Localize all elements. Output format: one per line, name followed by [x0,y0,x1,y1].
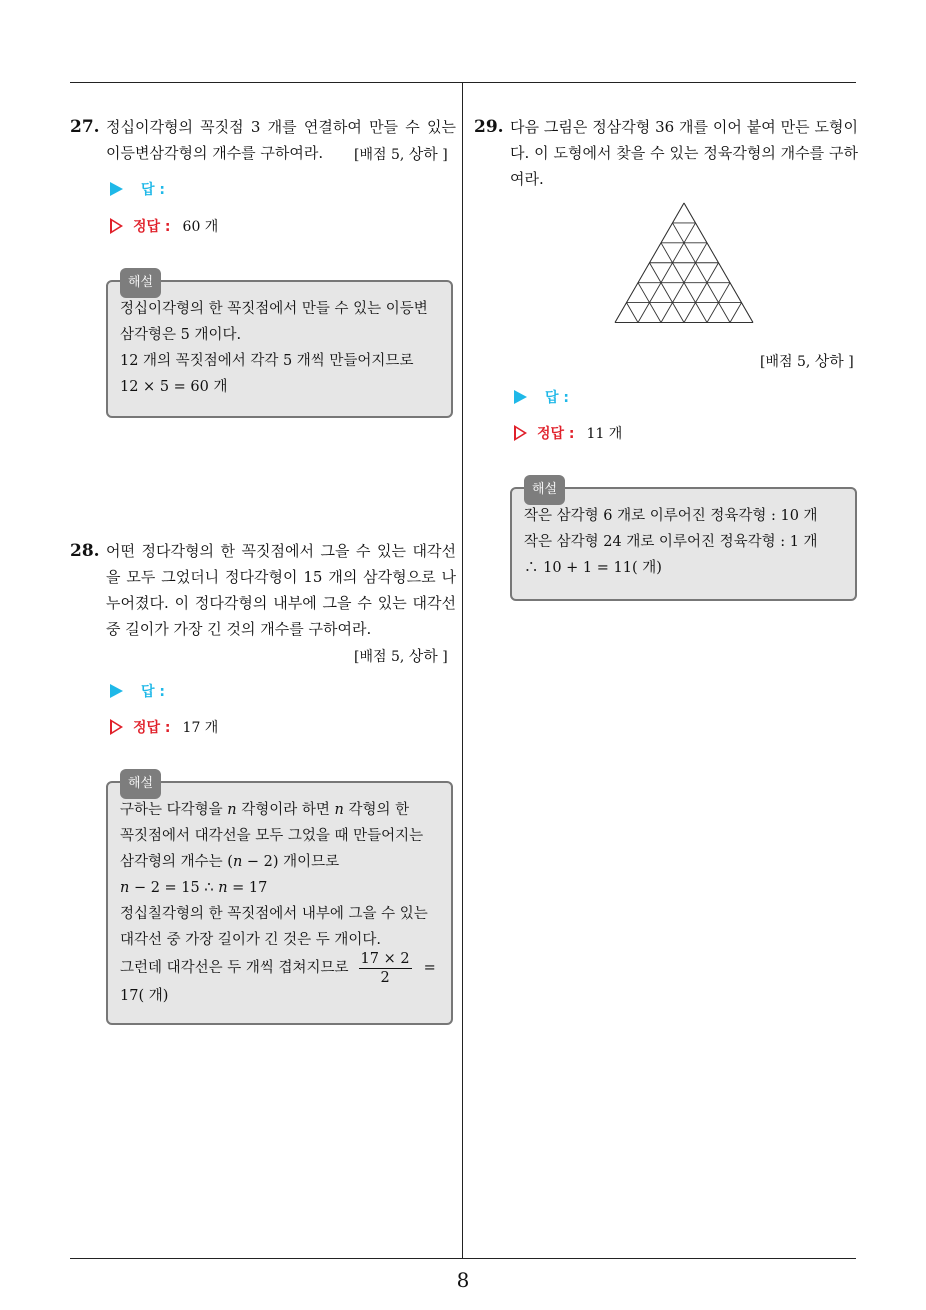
answer-arrow-icon [110,182,123,196]
grid-line-right [650,263,685,323]
points-27: [배점 5, 상하 ] [354,145,448,163]
problem-number: 29. [474,117,504,137]
points-29: [배점 5, 상하 ] [760,352,854,370]
answer-label: 답 : [545,390,569,406]
top-rule [70,82,856,83]
answer-arrow-icon [514,390,527,404]
grid-line-left [730,303,742,323]
answer-label: 답 : [141,182,165,198]
solution-arrow-icon [514,425,527,441]
answer-line-28 [110,681,165,701]
explanation-tag: 해설 [120,769,161,799]
answer-line-29 [514,387,569,407]
solution-line-27 [110,216,218,236]
explanation-box-29: 해설 작은 삼각형 6 개로 이루어진 정육각형 : 10 개 작은 삼각형 24 개로 이루어진 정육각형 : 1 개 ∴ 10 + 1 = 11( 개) [510,487,857,601]
page-number: 8 [456,1268,470,1292]
triangle-grid-figure [614,202,754,326]
solution-label: 정답 : [133,720,171,736]
answer-arrow-icon [110,684,123,698]
solution-value: 60 개 [182,219,219,235]
solution-label: 정답 : [537,426,575,442]
explanation-box-28: 해설 구하는 다각형을 n 각형이라 하면 n 각형의 한 꼭짓점에서 대각선을 모두 그었을 때 만들어지는 삼각형의 개수는 (n − 2) 개이므로 n − 2 = 15 ∴ n = 17 정십칠각형의 한 꼭짓점에서 내부에 그을 수 있는 대각선 중 가장 길이가 긴 것은 두 개이다. 그런데 대각선은 두 개씩 겹쳐지므로 $\frac{17 \times 2}{2}$ = 17( 개) [106,781,453,1025]
column-divider [462,82,463,1258]
grid-line-right [627,303,639,323]
solution-label: 정답 : [133,219,171,235]
grid-line-left [638,223,696,323]
answer-label: 답 : [141,684,165,700]
solution-value: 17 개 [182,720,219,736]
problem-text: 정십이각형의 꼭짓점 3 개를 연결하여 만들 수 있는 이등변삼각형의 개수를 구하여라. [106,118,456,162]
bottom-rule [70,1258,856,1259]
grid-line-right [673,223,731,323]
problem-number: 28. [70,541,100,561]
answer-line-27 [110,179,165,199]
grid-line-left [684,263,719,323]
fraction: $\frac{17 \times 2}{2}$ [360,950,410,986]
solution-line-28 [110,717,218,737]
solution-line-29 [514,423,622,443]
explanation-box-27: 해설 정십이각형의 한 꼭짓점에서 만들 수 있는 이등변 삼각형은 5 개이다. 12 개의 꼭짓점에서 각각 5 개씩 만들어지므로 12 × 5 = 60 개 [106,280,453,418]
solution-value: 11 개 [586,426,623,442]
points-28: [배점 5, 상하 ] [354,647,448,665]
problem-text: 어떤 정다각형의 한 꼭짓점에서 그을 수 있는 대각선을 모두 그었더니 정다각형이 15 개의 삼각형으로 나누어졌다. 이 정다각형의 내부에 그을 수 있는 대각선 중 길이가 가장 긴 것의 개수를 구하여라. [106,542,456,638]
solution-arrow-icon [110,719,123,735]
problem-29 [474,114,858,192]
problem-number: 27. [70,117,100,137]
explanation-tag: 해설 [120,268,161,298]
problem-text: 다음 그림은 정삼각형 36 개를 이어 붙여 만든 도형이다. 이 도형에서 찾을 수 있는 정육각형의 개수를 구하여라. [510,118,858,188]
problem-28 [70,538,456,642]
explanation-tag: 해설 [524,475,565,505]
solution-arrow-icon [110,218,123,234]
